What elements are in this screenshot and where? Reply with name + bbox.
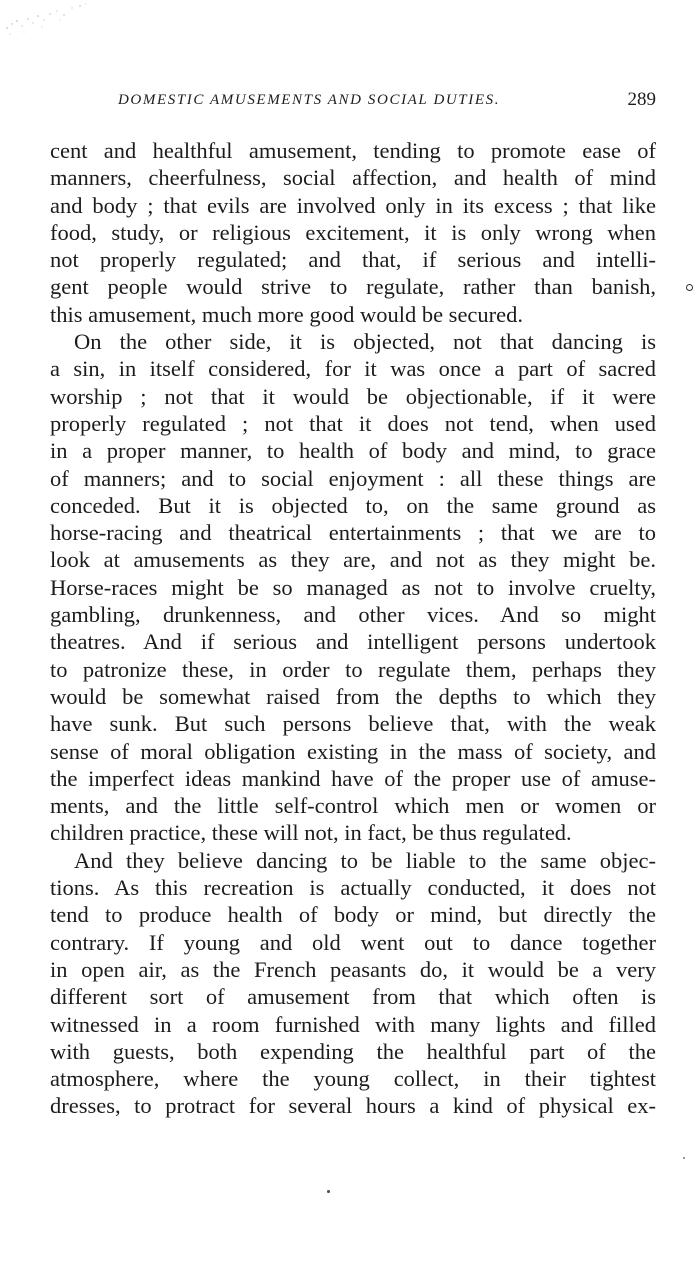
margin-speck	[686, 284, 693, 291]
text-line: horse-racing and theatrical entertainments ; that we are to	[50, 520, 656, 546]
text-line: of manners; and to social enjoyment : all these things are	[50, 465, 656, 491]
text-line: gent people would strive to regulate, rather than banish,	[50, 274, 656, 300]
paragraph	[50, 328, 656, 847]
text-line: not properly regulated; and that, if serious and intelli-	[50, 247, 656, 273]
text-line: this amusement, much more good would be secured.	[50, 301, 524, 327]
text-line: food, study, or religious excitement, it is only wrong when	[50, 219, 656, 245]
text-line: properly regulated ; not that it does not tend, when used	[50, 410, 656, 436]
text-line: atmosphere, where the young collect, in their tightest	[50, 1066, 656, 1092]
text-line: in a proper manner, to health of body and mind, to grace	[50, 438, 656, 464]
text-line: different sort of amusement from that which often is	[50, 984, 656, 1010]
text-line: worship ; not that it would be objectionable, if it were	[50, 383, 656, 409]
text-line: ments, and the little self-control which men or women or	[50, 793, 656, 819]
running-title: DOMESTIC AMUSEMENTS AND SOCIAL DUTIES.	[118, 92, 501, 108]
text-line: have sunk. But such persons believe that, with the weak	[50, 711, 656, 737]
text-line: children practice, these will not, in fact, be thus regulated.	[50, 820, 572, 846]
text-line: would be somewhat raised from the depths to which they	[50, 683, 656, 709]
paragraph	[50, 137, 656, 328]
text-line: a sin, in itself considered, for it was once a part of sacred	[50, 356, 656, 382]
dust-speck	[683, 1157, 685, 1159]
text-line: tions. As this recreation is actually conducted, it does not	[50, 875, 656, 901]
text-line: gambling, drunkenness, and other vices. And so might	[50, 602, 656, 628]
text-line: dresses, to protract for several hours a kind of physical ex-	[50, 1093, 656, 1119]
page-header	[118, 88, 656, 112]
body-text	[50, 137, 656, 1120]
text-line: tend to produce health of body or mind, but directly the	[50, 902, 656, 928]
page-number: 289	[627, 89, 656, 110]
dust-speck	[327, 1190, 330, 1193]
text-line: cent and healthful amusement, tending to promote ease of	[50, 138, 656, 163]
text-line: sense of moral obligation existing in the mass of society, and	[50, 738, 656, 764]
text-line: the imperfect ideas mankind have of the proper use of amuse-	[50, 765, 656, 791]
text-line: witnessed in a room furnished with many lights and filled	[50, 1011, 656, 1037]
text-line: manners, cheerfulness, social affection, and health of mind	[50, 165, 656, 191]
text-line: theatres. And if serious and intelligent persons undertook	[50, 629, 656, 655]
text-line: to patronize these, in order to regulate them, perhaps they	[50, 656, 656, 682]
text-line: On the other side, it is objected, not that dancing is	[74, 329, 656, 355]
text-line: Horse-races might be so managed as not to involve cruelty,	[50, 574, 656, 600]
text-line: look at amusements as they are, and not as they might be.	[50, 547, 656, 573]
text-line: And they believe dancing to be liable to the same objec-	[74, 847, 656, 873]
text-line: contrary. If young and old went out to dance together	[50, 929, 656, 955]
text-line: conceded. But it is objected to, on the same ground as	[50, 492, 656, 518]
text-line: with guests, both expending the healthful part of the	[50, 1038, 656, 1064]
text-line: and body ; that evils are involved only in its excess ; that like	[50, 192, 656, 218]
text-line: in open air, as the French peasants do, it would be a very	[50, 956, 656, 982]
scan-noise	[2, 2, 92, 42]
paragraph	[50, 847, 656, 1120]
